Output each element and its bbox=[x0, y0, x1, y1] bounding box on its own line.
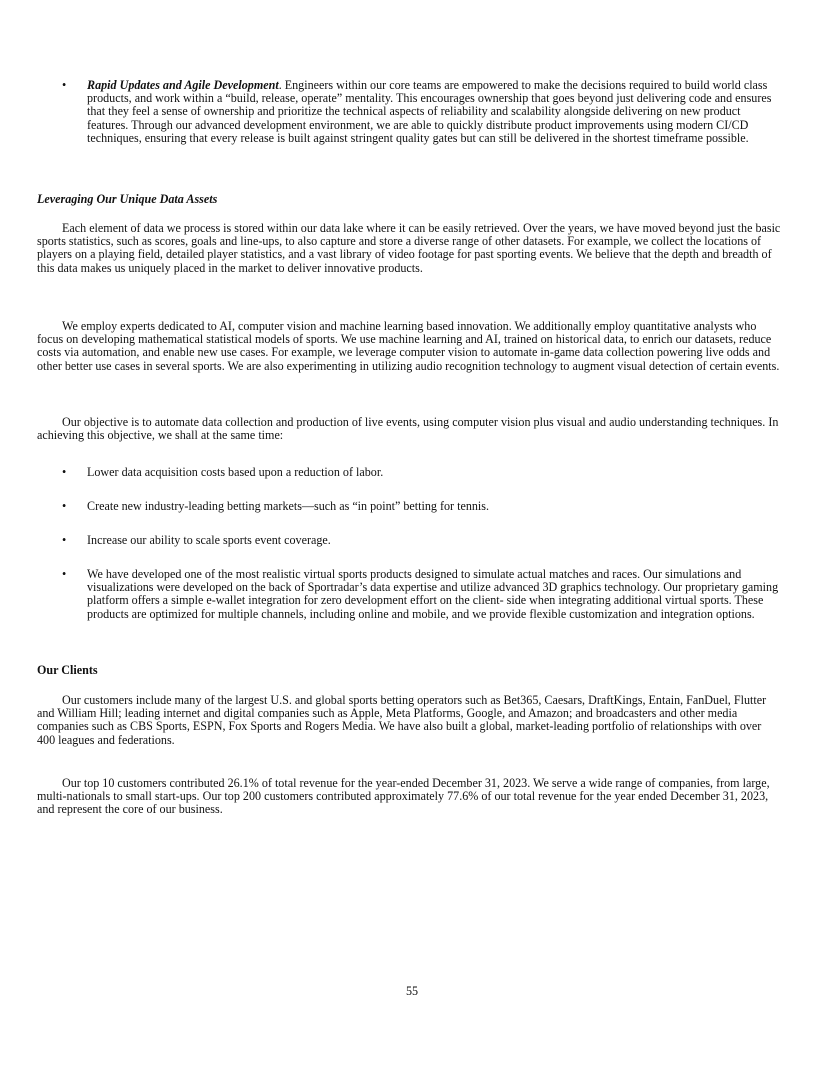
paragraph-experts: We employ experts dedicated to AI, computer vision and machine learning based innovation. We additionally employ quantitative analysts who focus on developing mathematical statistical models of sports. We use machine learning and AI, trained on historical data, to enrich our datasets, reduce costs via automation, and enable new use cases. For example, we leverage computer vision to automate in-game data collection powering live odds and other better use cases in several sports. We are also experimenting in utilizing audio recognition technology to augment visual detection of certain events. bbox=[37, 319, 780, 373]
paragraph-objective: Our objective is to automate data collection and production of live events, using computer vision plus visual and audio understanding techniques. In achieving this objective, we shall at the same time: bbox=[37, 415, 779, 443]
bullet-marker: • bbox=[62, 78, 67, 92]
bullet-lead: Rapid Updates and Agile Development bbox=[87, 78, 279, 92]
bullet-text: Increase our ability to scale sports event coverage. bbox=[87, 533, 331, 547]
bullet-marker: • bbox=[62, 499, 67, 513]
bullet-text: We have developed one of the most realistic virtual sports products designed to simulate actual matches and races. Our simulations and visualizations were developed on the back of Sportradar’s data expertise and utilize advanced 3D graphics technology. Our proprietary gaming platform offers a simple e-wallet integration for zero development effort on the client- side when integrating additional virtual sports. These products are optimized for multiple channels, including online and mobile, and we provide flexible customization and integration options. bbox=[87, 567, 779, 621]
section-heading-data-assets: Leveraging Our Unique Data Assets bbox=[37, 192, 218, 206]
paragraph-customers: Our customers include many of the largest U.S. and global sports betting operators such as Bet365, Caesars, DraftKings, Entain, FanDuel, Flutter and William Hill; leading internet and digital companies such as Apple, Meta Platforms, Google, and Amazon; and broadcasters and other media companies such as CBS Sports, ESPN, Fox Sports and Rogers Media. We have also built a global, market-leading portfolio of relationships with over 400 leagues and federations. bbox=[37, 693, 767, 747]
section-heading-clients: Our Clients bbox=[37, 663, 98, 677]
paragraph-top-customers: Our top 10 customers contributed 26.1% of total revenue for the year-ended December 31, 2023. We serve a wide range of companies, from large, multi-nationals to small start-ups. Our top 200 customers contributed approximately 77.6% of our total revenue for the year ended December 31, 2023, and represent the core of our business. bbox=[37, 776, 770, 817]
bullet-marker: • bbox=[62, 533, 67, 547]
paragraph-data-lake: Each element of data we process is stored within our data lake where it can be easily retrieved. Over the years, we have moved beyond just the basic sports statistics, such as scores, goals and line-ups, to also capture and store a diverse range of other datasets. For example, we collect the locations of players on a playing field, detailed player statistics, and a vast library of video footage for past sporting events. We believe that the depth and breadth of this data makes us uniquely placed in the market to deliver innovative products. bbox=[37, 221, 781, 275]
bullet-text bbox=[87, 79, 782, 145]
bullet-marker: • bbox=[62, 567, 67, 581]
bullet-text: Lower data acquisition costs based upon a reduction of labor. bbox=[87, 465, 384, 479]
bullet-body: . Engineers within our core teams are empowered to make the decisions required to build world class products, and work within a “build, release, operate” mentality. This encourages ownership that goes beyond just delivering code and ensures that they feel a sense of ownership and prioritize the technical aspects of reliability and scalability alongside delivering on new product features. Through our advanced development environment, we are able to quickly distribute product improvements using modern CI/CD techniques, ensuring that every release is built against stringent quality gates but can still be delivered in the shortest timeframe possible. bbox=[87, 78, 772, 145]
page-number: 55 bbox=[405, 984, 419, 998]
bullet-marker: • bbox=[62, 465, 67, 479]
bullet-text: Create new industry-leading betting markets—such as “in point” betting for tennis. bbox=[87, 499, 490, 513]
